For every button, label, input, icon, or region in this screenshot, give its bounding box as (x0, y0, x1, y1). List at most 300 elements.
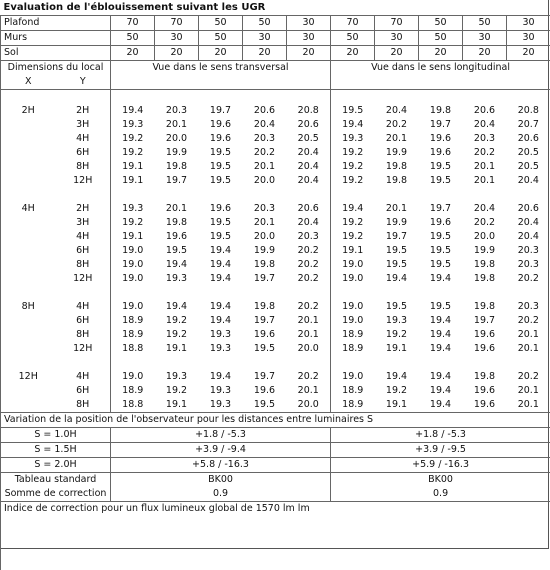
reflectance-value: 30 (507, 31, 550, 46)
reflectance-value: 30 (243, 31, 287, 46)
ugr-longitudinal-value: 19.5 (375, 244, 419, 258)
ugr-transversal-value: 19.2 (111, 216, 155, 230)
data-row (1, 342, 550, 356)
data-row (1, 370, 550, 384)
ugr-transversal-value: 20.1 (287, 328, 331, 342)
ugr-transversal-value: 19.4 (199, 272, 243, 286)
ugr-transversal-value: 20.2 (287, 300, 331, 314)
ugr-transversal-value: 20.4 (287, 174, 331, 188)
ugr-transversal-value: 19.5 (199, 216, 243, 230)
spacer (111, 75, 331, 90)
ugr-transversal-value: 19.6 (199, 132, 243, 146)
x-value (1, 244, 56, 258)
x-value (1, 258, 56, 272)
reflectance-value: 20 (243, 46, 287, 61)
ugr-longitudinal-value: 20.6 (463, 104, 507, 118)
y-value: 12H (56, 272, 111, 286)
ugr-transversal-value: 19.3 (111, 118, 155, 132)
ugr-transversal-value: 19.3 (155, 272, 199, 286)
ugr-longitudinal-value: 20.1 (375, 202, 419, 216)
reflectance-value: 50 (243, 16, 287, 31)
ugr-longitudinal-value: 19.8 (375, 174, 419, 188)
reflectance-value: 70 (375, 16, 419, 31)
ugr-longitudinal-value: 20.1 (507, 384, 550, 398)
ugr-transversal-value: 19.2 (155, 384, 199, 398)
ugr-transversal-value: 19.1 (111, 160, 155, 174)
ugr-longitudinal-value: 20.8 (507, 104, 550, 118)
ugr-longitudinal-value: 19.3 (375, 314, 419, 328)
ugr-transversal-value: 19.0 (111, 244, 155, 258)
ugr-longitudinal-value: 20.3 (507, 244, 550, 258)
ugr-longitudinal-value: 18.9 (331, 328, 375, 342)
ugr-transversal-value: 20.1 (243, 160, 287, 174)
ugr-transversal-value: 19.5 (199, 160, 243, 174)
ugr-transversal-value: 19.4 (199, 258, 243, 272)
reflectance-value: 70 (155, 16, 199, 31)
ugr-longitudinal-value: 19.2 (331, 230, 375, 244)
dimensions-label: Dimensions du local (1, 61, 111, 76)
ugr-transversal-value: 20.0 (155, 132, 199, 146)
ugr-longitudinal-value: 20.1 (507, 342, 550, 356)
somme-label: Somme de correction (1, 487, 111, 502)
ugr-transversal-value: 19.0 (111, 370, 155, 384)
variation-longitudinal: +1.8 / -5.3 (331, 428, 550, 443)
data-row (1, 132, 550, 146)
ugr-longitudinal-value: 19.6 (463, 398, 507, 413)
ugr-transversal-value: 20.6 (243, 104, 287, 118)
data-row (1, 272, 550, 286)
ugr-transversal-value: 19.6 (243, 384, 287, 398)
ugr-longitudinal-value: 19.4 (419, 328, 463, 342)
title-row (1, 0, 550, 16)
ugr-transversal-value: 19.4 (199, 370, 243, 384)
ugr-transversal-value: 19.5 (199, 230, 243, 244)
ugr-transversal-value: 20.3 (243, 132, 287, 146)
ugr-transversal-value: 19.5 (155, 244, 199, 258)
ugr-longitudinal-value: 20.4 (375, 104, 419, 118)
reflectance-value: 50 (331, 31, 375, 46)
y-value: 8H (56, 160, 111, 174)
ugr-transversal-value: 19.2 (111, 146, 155, 160)
ugr-transversal-value: 19.5 (243, 398, 287, 413)
data-row (1, 146, 550, 160)
data-row (1, 104, 550, 118)
ugr-longitudinal-value: 19.0 (331, 370, 375, 384)
ugr-transversal-value: 20.1 (287, 384, 331, 398)
ugr-transversal-value: 19.5 (199, 174, 243, 188)
ugr-longitudinal-value: 19.4 (419, 370, 463, 384)
ugr-transversal-value: 20.1 (287, 314, 331, 328)
ugr-longitudinal-value: 19.5 (419, 244, 463, 258)
data-row (1, 174, 550, 188)
ugr-longitudinal-value: 19.6 (463, 384, 507, 398)
x-value (1, 118, 56, 132)
ugr-transversal-value: 19.5 (199, 146, 243, 160)
ugr-longitudinal-value: 20.5 (507, 160, 550, 174)
ugr-transversal-value: 19.4 (199, 314, 243, 328)
ugr-longitudinal-value: 19.4 (375, 370, 419, 384)
ugr-transversal-value: 18.9 (111, 384, 155, 398)
ugr-longitudinal-value: 19.4 (331, 118, 375, 132)
ugr-transversal-value: 20.2 (287, 370, 331, 384)
reflectance-value: 50 (199, 16, 243, 31)
variation-transversal: +1.8 / -5.3 (111, 428, 331, 443)
reflectance-value: 30 (507, 16, 550, 31)
ugr-transversal-value: 18.9 (111, 314, 155, 328)
somme-longitudinal: 0.9 (331, 487, 550, 502)
ugr-longitudinal-value: 19.9 (375, 216, 419, 230)
data-row (1, 202, 550, 216)
data-row (1, 384, 550, 398)
ugr-longitudinal-value: 19.5 (375, 300, 419, 314)
page-title: Evaluation de l'éblouissement suivant les UGR (1, 0, 550, 16)
ugr-longitudinal-value: 20.4 (463, 202, 507, 216)
x-value (1, 398, 56, 413)
ugr-transversal-value: 19.4 (199, 300, 243, 314)
data-row (1, 216, 550, 230)
view-transversal-label: Vue dans le sens transversal (111, 61, 331, 76)
reflectance-value: 70 (111, 16, 155, 31)
ugr-transversal-value: 19.8 (155, 160, 199, 174)
gap-row (1, 286, 550, 300)
ugr-transversal-value: 19.0 (111, 258, 155, 272)
ugr-transversal-value: 20.2 (243, 146, 287, 160)
ugr-longitudinal-value: 20.4 (507, 216, 550, 230)
variation-transversal: +5.8 / -16.3 (111, 458, 331, 473)
data-row (1, 328, 550, 342)
ugr-transversal-value: 19.2 (155, 328, 199, 342)
ugr-longitudinal-value: 20.3 (463, 132, 507, 146)
y-value: 6H (56, 314, 111, 328)
x-label: X (1, 75, 56, 90)
reflectance-row (1, 31, 550, 46)
ugr-transversal-value: 19.7 (243, 314, 287, 328)
variation-header-row (1, 413, 550, 428)
x-value: 12H (1, 370, 56, 384)
x-value (1, 132, 56, 146)
y-value: 4H (56, 300, 111, 314)
ugr-transversal-value: 19.3 (199, 384, 243, 398)
ugr-longitudinal-value: 19.0 (331, 314, 375, 328)
reflectance-value: 20 (331, 46, 375, 61)
ugr-transversal-value: 19.8 (243, 300, 287, 314)
ugr-longitudinal-value: 20.1 (507, 328, 550, 342)
ugr-transversal-value: 18.8 (111, 342, 155, 356)
somme-transversal: 0.9 (111, 487, 331, 502)
x-value (1, 160, 56, 174)
ugr-longitudinal-value: 19.0 (331, 272, 375, 286)
ugr-transversal-value: 18.8 (111, 398, 155, 413)
ugr-transversal-value: 20.2 (287, 272, 331, 286)
ugr-transversal-value: 20.1 (243, 216, 287, 230)
x-value (1, 174, 56, 188)
ugr-transversal-value: 19.0 (111, 300, 155, 314)
gap-row (1, 356, 550, 370)
y-value: 6H (56, 146, 111, 160)
y-value: 2H (56, 202, 111, 216)
ugr-longitudinal-value: 19.9 (375, 146, 419, 160)
reflectance-value: 30 (155, 31, 199, 46)
ugr-longitudinal-value: 19.2 (375, 328, 419, 342)
ugr-longitudinal-value: 19.7 (375, 230, 419, 244)
tableau-transversal: BK00 (111, 473, 331, 488)
reflectance-value: 50 (419, 16, 463, 31)
ugr-transversal-value: 20.3 (155, 104, 199, 118)
reflectance-value: 50 (463, 16, 507, 31)
ugr-longitudinal-value: 19.5 (419, 174, 463, 188)
ugr-longitudinal-value: 19.2 (375, 384, 419, 398)
ugr-transversal-value: 19.2 (155, 314, 199, 328)
ugr-transversal-value: 18.9 (111, 328, 155, 342)
tableau-row (1, 473, 550, 488)
ugr-longitudinal-value: 20.2 (507, 272, 550, 286)
ugr-transversal-value: 19.6 (243, 328, 287, 342)
ugr-longitudinal-value: 20.0 (463, 230, 507, 244)
x-value (1, 216, 56, 230)
reflectance-value: 20 (463, 46, 507, 61)
ugr-longitudinal-value: 20.2 (463, 216, 507, 230)
ugr-transversal-value: 20.0 (243, 230, 287, 244)
x-value (1, 314, 56, 328)
ugr-transversal-value: 20.1 (155, 202, 199, 216)
reflectance-value: 30 (463, 31, 507, 46)
ugr-transversal-value: 20.4 (287, 146, 331, 160)
reflectance-label: Sol (1, 46, 111, 61)
ugr-longitudinal-value: 19.1 (375, 398, 419, 413)
ugr-longitudinal-value: 20.7 (507, 118, 550, 132)
ugr-longitudinal-value: 20.1 (375, 132, 419, 146)
gap-row (1, 188, 550, 202)
ugr-transversal-value: 19.9 (243, 244, 287, 258)
ugr-longitudinal-value: 20.1 (507, 398, 550, 413)
reflectance-value: 50 (419, 31, 463, 46)
y-value: 12H (56, 174, 111, 188)
ugr-transversal-value: 20.5 (287, 132, 331, 146)
data-row (1, 314, 550, 328)
ugr-longitudinal-value: 20.2 (507, 314, 550, 328)
ugr-transversal-value: 19.9 (155, 146, 199, 160)
ugr-transversal-value: 20.0 (287, 342, 331, 356)
ugr-longitudinal-value: 20.4 (507, 174, 550, 188)
ugr-transversal-value: 20.6 (287, 118, 331, 132)
ugr-transversal-value: 20.8 (287, 104, 331, 118)
reflectance-label: Plafond (1, 16, 111, 31)
y-value: 2H (56, 104, 111, 118)
x-value: 4H (1, 202, 56, 216)
ugr-transversal-value: 19.1 (155, 398, 199, 413)
ugr-longitudinal-value: 19.8 (463, 258, 507, 272)
ugr-longitudinal-value: 20.5 (507, 146, 550, 160)
y-value: 8H (56, 258, 111, 272)
ugr-longitudinal-value: 19.4 (331, 202, 375, 216)
tableau-label: Tableau standard (1, 473, 111, 488)
reflectance-value: 20 (111, 46, 155, 61)
x-value (1, 272, 56, 286)
ugr-longitudinal-value: 20.3 (507, 300, 550, 314)
ugr-longitudinal-value: 20.2 (463, 146, 507, 160)
ugr-transversal-value: 19.3 (111, 202, 155, 216)
y-value: 12H (56, 342, 111, 356)
ugr-transversal-value: 19.4 (199, 244, 243, 258)
ugr-longitudinal-value: 20.4 (463, 118, 507, 132)
ugr-longitudinal-value: 19.2 (331, 146, 375, 160)
correction-note: Indice de correction pour un flux lumineux global de 1570 lm lm (1, 502, 550, 570)
y-value: 4H (56, 132, 111, 146)
ugr-longitudinal-value: 19.4 (419, 314, 463, 328)
ugr-longitudinal-value: 19.5 (419, 160, 463, 174)
ugr-longitudinal-value: 19.5 (419, 258, 463, 272)
reflectance-label: Murs (1, 31, 111, 46)
x-value (1, 384, 56, 398)
ugr-transversal-value: 19.5 (243, 342, 287, 356)
x-value (1, 230, 56, 244)
xy-header-row (1, 75, 550, 90)
ugr-longitudinal-value: 20.6 (507, 132, 550, 146)
ugr-transversal-value: 19.1 (155, 342, 199, 356)
x-value: 8H (1, 300, 56, 314)
ugr-transversal-value: 19.1 (111, 230, 155, 244)
ugr-transversal-value: 19.6 (199, 118, 243, 132)
ugr-longitudinal-value: 20.4 (507, 230, 550, 244)
ugr-longitudinal-value: 19.6 (419, 216, 463, 230)
y-value: 4H (56, 370, 111, 384)
variation-label: Variation de la position de l'observateur pour les distances entre luminaires S (1, 413, 550, 428)
ugr-transversal-value: 19.8 (243, 258, 287, 272)
ugr-transversal-value: 19.3 (199, 342, 243, 356)
ugr-transversal-value: 20.6 (287, 202, 331, 216)
ugr-longitudinal-value: 19.4 (419, 342, 463, 356)
ugr-longitudinal-value: 19.0 (331, 258, 375, 272)
ugr-longitudinal-value: 19.7 (419, 202, 463, 216)
ugr-longitudinal-value: 20.6 (507, 202, 550, 216)
tableau-longitudinal: BK00 (331, 473, 550, 488)
ugr-longitudinal-value: 19.5 (331, 104, 375, 118)
reflectance-value: 70 (331, 16, 375, 31)
ugr-longitudinal-value: 20.2 (375, 118, 419, 132)
ugr-longitudinal-value: 19.5 (419, 300, 463, 314)
ugr-transversal-value: 19.7 (155, 174, 199, 188)
ugr-longitudinal-value: 19.7 (419, 118, 463, 132)
reflectance-value: 30 (287, 31, 331, 46)
dimensions-header-row (1, 61, 550, 76)
ugr-transversal-value: 19.1 (111, 174, 155, 188)
ugr-longitudinal-value: 19.9 (463, 244, 507, 258)
x-value (1, 146, 56, 160)
y-value: 8H (56, 328, 111, 342)
view-longitudinal-label: Vue dans le sens longitudinal (331, 61, 550, 76)
y-value: 3H (56, 216, 111, 230)
ugr-transversal-value: 19.7 (243, 370, 287, 384)
ugr-longitudinal-value: 18.9 (331, 384, 375, 398)
ugr-longitudinal-value: 19.2 (331, 160, 375, 174)
ugr-longitudinal-value: 19.3 (331, 132, 375, 146)
ugr-transversal-value: 19.7 (199, 104, 243, 118)
reflectance-value: 20 (375, 46, 419, 61)
ugr-longitudinal-value: 19.7 (463, 314, 507, 328)
ugr-longitudinal-value: 18.9 (331, 398, 375, 413)
spacer (331, 75, 550, 90)
ugr-longitudinal-value: 19.5 (375, 258, 419, 272)
x-value: 2H (1, 104, 56, 118)
ugr-longitudinal-value: 19.1 (331, 244, 375, 258)
ugr-longitudinal-value: 19.4 (375, 272, 419, 286)
ugr-transversal-value: 19.7 (243, 272, 287, 286)
ugr-longitudinal-value: 19.8 (463, 272, 507, 286)
reflectance-value: 30 (375, 31, 419, 46)
ugr-transversal-value: 20.1 (155, 118, 199, 132)
data-row (1, 118, 550, 132)
ugr-transversal-value: 19.0 (111, 272, 155, 286)
ugr-transversal-value: 19.6 (155, 230, 199, 244)
ugr-longitudinal-value: 19.8 (375, 160, 419, 174)
reflectance-value: 50 (111, 31, 155, 46)
ugr-transversal-value: 20.3 (287, 230, 331, 244)
ugr-longitudinal-value: 19.8 (463, 300, 507, 314)
ugr-transversal-value: 19.3 (199, 328, 243, 342)
ugr-longitudinal-value: 18.9 (331, 342, 375, 356)
ugr-longitudinal-value: 19.6 (463, 342, 507, 356)
ugr-transversal-value: 20.2 (287, 244, 331, 258)
ugr-longitudinal-value: 19.6 (419, 132, 463, 146)
ugr-transversal-value: 20.4 (287, 216, 331, 230)
ugr-longitudinal-value: 20.1 (463, 174, 507, 188)
data-row (1, 160, 550, 174)
y-value: 6H (56, 384, 111, 398)
ugr-longitudinal-value: 19.5 (419, 230, 463, 244)
ugr-longitudinal-value: 19.2 (331, 216, 375, 230)
ugr-transversal-value: 20.3 (243, 202, 287, 216)
reflectance-value: 20 (287, 46, 331, 61)
ugr-longitudinal-value: 19.8 (419, 104, 463, 118)
ugr-longitudinal-value: 19.0 (331, 300, 375, 314)
ugr-longitudinal-value: 20.2 (507, 370, 550, 384)
ugr-transversal-value: 19.3 (155, 370, 199, 384)
ugr-longitudinal-value: 19.1 (375, 342, 419, 356)
ugr-transversal-value: 19.3 (199, 398, 243, 413)
ugr-longitudinal-value: 19.8 (463, 370, 507, 384)
variation-longitudinal: +5.9 / -16.3 (331, 458, 550, 473)
somme-row (1, 487, 550, 502)
reflectance-value: 30 (287, 16, 331, 31)
y-value: 4H (56, 230, 111, 244)
ugr-longitudinal-value: 19.4 (419, 398, 463, 413)
ugr-transversal-value: 20.0 (287, 398, 331, 413)
ugr-transversal-value: 19.4 (155, 300, 199, 314)
ugr-transversal-value: 19.8 (155, 216, 199, 230)
variation-distance: S = 2.0H (1, 458, 111, 473)
reflectance-value: 20 (199, 46, 243, 61)
reflectance-value: 20 (419, 46, 463, 61)
reflectance-value: 50 (199, 31, 243, 46)
data-row (1, 398, 550, 413)
variation-distance: S = 1.0H (1, 428, 111, 443)
y-value: 3H (56, 118, 111, 132)
data-row (1, 258, 550, 272)
ugr-longitudinal-value: 19.6 (463, 328, 507, 342)
ugr-transversal-value: 19.4 (111, 104, 155, 118)
x-value (1, 328, 56, 342)
y-value: 8H (56, 398, 111, 413)
variation-longitudinal: +3.9 / -9.5 (331, 443, 550, 458)
variation-distance: S = 1.5H (1, 443, 111, 458)
ugr-longitudinal-value: 19.4 (419, 384, 463, 398)
variation-transversal: +3.9 / -9.4 (111, 443, 331, 458)
reflectance-value: 20 (507, 46, 550, 61)
ugr-longitudinal-value: 19.4 (419, 272, 463, 286)
data-row (1, 300, 550, 314)
ugr-transversal-value: 19.4 (155, 258, 199, 272)
reflectance-row (1, 46, 550, 61)
